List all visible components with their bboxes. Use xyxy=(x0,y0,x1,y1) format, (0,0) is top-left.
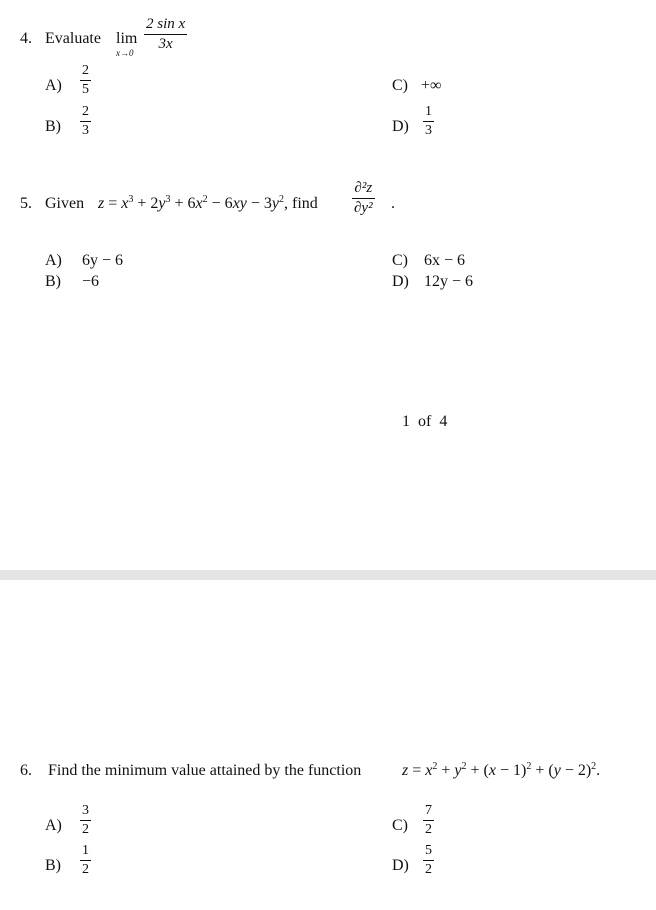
fraction-bar xyxy=(352,198,375,199)
page-footer: 1 of 4 xyxy=(402,413,448,430)
fraction-numerator: 1 xyxy=(82,843,89,858)
exponent: 3 xyxy=(128,194,134,205)
fraction-numerator: 1 xyxy=(425,104,432,119)
option-value: −6 xyxy=(82,273,100,290)
fraction-bar xyxy=(80,80,91,81)
equation xyxy=(402,762,600,780)
exponent: 2 xyxy=(279,194,285,205)
equation-part: − 2) xyxy=(560,762,592,779)
question-lead: Given xyxy=(45,195,85,212)
option-label: B) xyxy=(45,118,61,135)
fraction-denominator: ∂y² xyxy=(354,200,373,216)
exponent: 2 xyxy=(461,761,467,772)
equation-part: + 2 xyxy=(133,195,159,212)
fraction-denominator: 3x xyxy=(158,36,173,52)
fraction-numerator: 2 xyxy=(82,63,89,78)
fraction-numerator: 2 sin x xyxy=(146,16,186,32)
fraction-bar xyxy=(80,121,91,122)
fraction-bar xyxy=(423,860,434,861)
limit-fraction xyxy=(144,17,187,52)
option-label: B) xyxy=(45,273,61,290)
question-lead: Evaluate xyxy=(45,30,101,47)
limit-subscript: x→0 xyxy=(116,48,134,58)
variable: y xyxy=(158,195,166,212)
option-value: 6y − 6 xyxy=(82,252,124,269)
exponent: 2 xyxy=(432,761,438,772)
fraction-denominator: 3 xyxy=(425,123,432,138)
fraction-denominator: 2 xyxy=(82,822,89,837)
equation-part: + ( xyxy=(531,762,554,779)
variable: z xyxy=(402,762,409,779)
option-label: D) xyxy=(392,273,409,290)
fraction-numerator: 5 xyxy=(425,843,432,858)
option-value: 6x − 6 xyxy=(424,252,466,269)
fraction-denominator: 2 xyxy=(425,862,432,877)
fraction-numerator: 3 xyxy=(82,803,89,818)
equation-part: . xyxy=(596,762,601,779)
fraction-denominator: 2 xyxy=(425,822,432,837)
variable: x xyxy=(425,762,433,779)
option-fraction xyxy=(80,844,91,877)
fraction-numerator: 7 xyxy=(425,803,432,818)
option-label: D) xyxy=(392,118,409,135)
option-label: A) xyxy=(45,77,62,94)
fraction-numerator: ∂²z xyxy=(354,180,373,196)
equation-part: − 6 xyxy=(207,195,233,212)
option-fraction xyxy=(80,804,91,837)
variable: y xyxy=(553,762,561,779)
fraction-denominator: 5 xyxy=(82,82,89,97)
page-separator xyxy=(0,570,656,580)
fraction-denominator: 2 xyxy=(82,862,89,877)
derivative-fraction xyxy=(352,181,375,216)
option-label: A) xyxy=(45,817,62,834)
equation-part: = xyxy=(104,195,122,212)
option-label: C) xyxy=(392,77,408,94)
option-fraction xyxy=(80,64,91,97)
variable: y xyxy=(271,195,280,212)
option-value: 12y − 6 xyxy=(424,273,474,290)
question-number: 4. xyxy=(20,30,32,47)
equation-part: , find xyxy=(284,195,318,212)
fraction-bar xyxy=(423,121,434,122)
fraction-bar xyxy=(423,820,434,821)
variable: x xyxy=(195,195,203,212)
fraction-bar xyxy=(80,820,91,821)
variable: x xyxy=(121,195,129,212)
option-label: C) xyxy=(392,817,408,834)
option-label: A) xyxy=(45,252,62,269)
question-period: . xyxy=(391,195,395,212)
equation-part: = xyxy=(408,762,426,779)
fraction-bar xyxy=(144,34,187,35)
equation-part: − 1) xyxy=(495,762,527,779)
fraction-bar xyxy=(80,860,91,861)
question-number: 6. xyxy=(20,762,32,779)
page-2 xyxy=(0,580,656,910)
option-value: +∞ xyxy=(421,77,442,94)
variable: xy xyxy=(232,195,247,212)
variable: y xyxy=(454,762,462,779)
option-fraction xyxy=(80,105,91,138)
equation-part: + xyxy=(437,762,455,779)
equation-part: + ( xyxy=(466,762,489,779)
exponent: 3 xyxy=(165,194,171,205)
option-fraction xyxy=(423,804,434,837)
exponent: 2 xyxy=(591,761,597,772)
equation-part: + 6 xyxy=(170,195,196,212)
option-label: B) xyxy=(45,857,61,874)
equation-part: − 3 xyxy=(246,195,272,212)
question-lead: Find the minimum value attained by the function xyxy=(48,762,362,779)
equation xyxy=(98,195,318,213)
option-label: C) xyxy=(392,252,408,269)
exponent: 2 xyxy=(202,194,208,205)
fraction-denominator: 3 xyxy=(82,123,89,138)
variable: z xyxy=(98,195,105,212)
exponent: 2 xyxy=(526,761,532,772)
fraction-numerator: 2 xyxy=(82,104,89,119)
limit-operator: lim xyxy=(116,30,138,47)
option-fraction xyxy=(423,105,434,138)
variable: x xyxy=(488,762,496,779)
option-fraction xyxy=(423,844,434,877)
option-label: D) xyxy=(392,857,409,874)
question-number: 5. xyxy=(20,195,32,212)
